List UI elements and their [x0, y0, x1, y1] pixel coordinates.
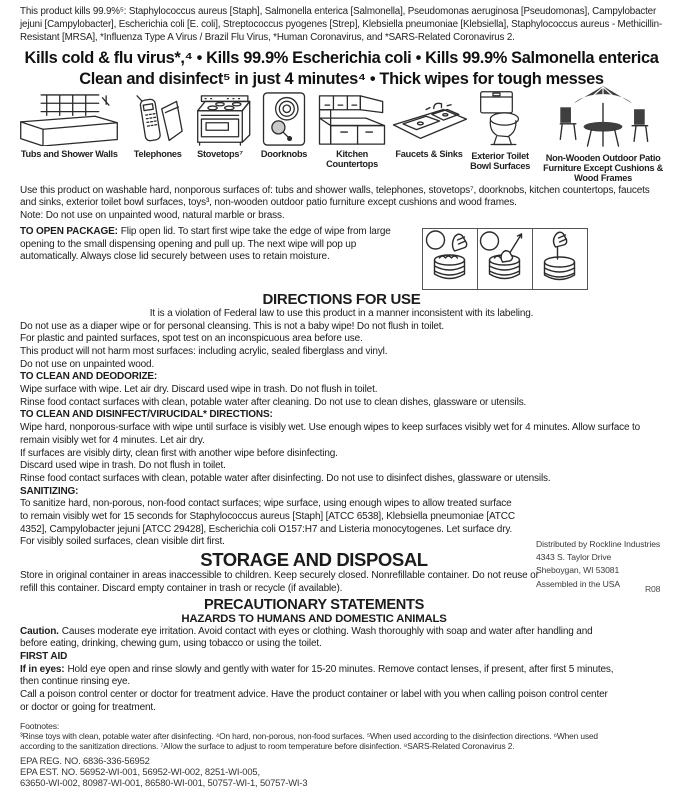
open-package-lead: TO OPEN PACKAGE:: [20, 225, 118, 237]
surface-patio-furniture: [531, 92, 675, 183]
first-aid-heading: FIRST AID: [20, 651, 68, 662]
footnotes-label: Footnotes:: [20, 720, 60, 731]
surface-tubs: [10, 92, 129, 159]
hazards-subheading: HAZARDS TO HUMANS AND DOMESTIC ANIMALS: [181, 613, 447, 626]
storage-section: [20, 550, 608, 625]
surface-faucets-sinks: [389, 92, 469, 159]
storage-heading: STORAGE AND DISPOSAL: [200, 549, 428, 571]
disinfect-line: Rinse food contact surfaces with clean, potable water after disinfecting. Do not use to disinfect dishes, glassware or utensils.: [20, 472, 551, 484]
wipe-canister-step-3-icon: [533, 229, 587, 289]
disinfect-line: Discard used wipe in trash. Do not flush in toilet.: [20, 460, 226, 472]
deodorize-line: Rinse food contact surfaces with clean, potable water after cleaning. Do not use to clean dishes, glassware or utensils.: [20, 396, 527, 408]
epa-reg-number: EPA REG. NO. 6836-336-56952: [20, 754, 150, 766]
distributor-line: Sheboygan, WI 53081: [536, 565, 620, 576]
precautionary-heading: PRECAUTIONARY STATEMENTS: [203, 596, 425, 613]
sanitizing-heading: SANITIZING:: [20, 485, 79, 497]
surface-stovetops: [187, 92, 253, 159]
kitchen-countertop-icon: [316, 92, 388, 146]
doorknob-icon: [262, 92, 306, 146]
caution-lead: Caution.: [20, 625, 59, 637]
disinfect-line: If surfaces are visibly dirty, clean first with another wipe before disinfecting.: [20, 447, 338, 459]
open-package-body: Flip open lid. To start first wipe take the edge of wipe from large opening to the small dispensing opening and pull up. The next wipe will pop up automatically. Always close lid securely between uses to retain moisture.: [20, 225, 391, 263]
approved-surfaces-row: [10, 92, 675, 183]
poison-control-paragraph: Call a poison control center or doctor for treatment advice. Have the product container or label with you when calling poison control center or doctor or going for treatment.: [20, 689, 608, 713]
bathtub-icon: [11, 92, 127, 146]
surface-caption: Faucets & Sinks: [395, 148, 463, 159]
use-on-surfaces-paragraph: [20, 185, 663, 223]
distributor-line: 4343 S. Taylor Drive: [536, 552, 612, 563]
surface-caption: Tubs and Shower Walls: [20, 148, 118, 159]
toilet-icon: [475, 92, 525, 148]
distributor-block: [536, 538, 660, 591]
wipe-dispensing-illustration: [422, 228, 588, 290]
directions-line: Do not use on unpainted wood.: [20, 358, 155, 370]
surface-caption: Telephones: [133, 148, 182, 159]
eyes-lead: If in eyes:: [20, 663, 65, 675]
footnotes-text: ³Rinse toys with clean, potable water after disinfecting. ⁴On hard, non-porous, non-food surfaces. ⁵When used according to the disinfection directions. ⁶When used according to the sanitization directions. ⁷Allow the surface to adjust to room temperature before disinfection. ⁸SARS-Related Coronavirus 2.: [20, 730, 598, 751]
caution-body: Causes moderate eye irritation. Avoid contact with eyes or clothing. Wash thoroughly with soap and water after handling and before eating, drinking, chewing gum, using tobacco or using the toilet.: [20, 625, 593, 650]
use-on-surfaces-text: Use this product on washable hard, nonporous surfaces of: tubs and shower walls, telephones, stovetops⁷, doorknobs, kitchen countertops, faucets and sinks, exterior toilet bowl surfaces, toys³, non-wooden outdoor patio furniture except cushions and wood frames.: [20, 184, 650, 209]
eyes-paragraph: [20, 664, 615, 689]
wipe-canister-step-2-icon: [478, 229, 533, 289]
footnotes-block: [20, 721, 620, 751]
epa-est-number-line-2: 63650-WI-002, 80987-WI-001, 86580-WI-001, 50757-WI-1, 50757-WI-3: [20, 776, 308, 788]
directions-line: For plastic and painted surfaces, spot test on an inconspicuous area before use.: [20, 333, 363, 345]
distributor-line: Assembled in the USA: [536, 578, 620, 589]
directions-line: This product will not harm most surfaces: including acrylic, sealed fiberglass and vinyl.: [20, 345, 388, 357]
revision-code: R08: [645, 584, 661, 594]
stove-icon: [187, 92, 253, 146]
storage-paragraph: Store in original container in areas inaccessible to children. Keep securely closed. Nonrefillable container. Do not reuse or refill this container. Discard empty container in trash or recycle (if available).: [20, 570, 539, 594]
surface-telephones: [129, 92, 187, 159]
open-package-section: [20, 226, 663, 290]
use-note: Note: Do not use on unpainted wood, natural marble or brass.: [20, 210, 285, 222]
deodorize-line: Wipe surface with wipe. Let air dry. Discard used wipe in trash. Do not flush in toilet.: [20, 384, 378, 396]
surface-kitchen-countertops: [315, 92, 389, 169]
federal-law-line: It is a violation of Federal law to use this product in a manner inconsistent with its labeling.: [149, 307, 534, 319]
epa-est-number-line-1: EPA EST. NO. 56952-WI-001, 56952-WI-002, 8251-WI-005,: [20, 765, 260, 777]
eyes-body: Hold eye open and rinse slowly and gently with water for 15-20 minutes. Remove contact lenses, if present, after first 5 minutes, then continue rinsing eye.: [20, 663, 614, 688]
sanitizing-paragraph: To sanitize hard, non-porous, non-food contact surfaces; wipe surface, using enough wipes to allow treated surface to remain visibly wet for 15 seconds for Staphylococcus aureus [Staph] [ATCC 6538], Klebsiella pneumoniae [ATCC 4352], Campylobacter jejuni [ATCC 29428], Escherichia coli O157:H7 and Listeria monocytogenes. Let surface dry. For visibly soiled surfaces, clean visible dirt first.: [20, 498, 515, 548]
disinfect-heading: TO CLEAN AND DISINFECT/VIRUCIDAL* DIRECTIONS:: [20, 409, 273, 421]
wipe-canister-step-1-icon: [423, 229, 478, 289]
distributor-line: Distributed by Rockline Industries: [536, 539, 661, 549]
patio-furniture-icon: [548, 92, 658, 150]
surface-caption: Doorknobs: [260, 148, 308, 159]
surface-toilet-bowl: [469, 92, 531, 171]
epa-registration-block: [20, 755, 663, 788]
headline-line-1: Kills cold & flu virus*,⁴ • Kills 99.9% Escherichia coli • Kills 99.9% Salmonella enterica: [24, 48, 659, 67]
directions-line: Do not use as a diaper wipe or for personal cleansing. This is not a baby wipe! Do not flush in toilet.: [20, 320, 445, 332]
caution-paragraph: [20, 626, 615, 651]
surface-caption: Exterior Toilet Bowl Surfaces: [470, 150, 531, 171]
headline-line-2: Clean and disinfect⁵ in just 4 minutes⁴ • Thick wipes for tough messes: [79, 69, 604, 88]
disinfect-line: Wipe hard, nonporous-surface with wipe until surface is visibly wet. Use enough wipes to keep surfaces visibly wet for 4 minutes. Allow surface to remain visibly wet for 4 minutes. Let air dry.: [20, 422, 641, 446]
faucet-sink-icon: [389, 92, 469, 146]
surface-caption: Kitchen Countertops: [326, 148, 378, 169]
deodorize-heading: TO CLEAN AND DEODORIZE:: [20, 371, 158, 383]
surface-caption: Stovetops⁷: [197, 148, 243, 159]
surface-doorknobs: [253, 92, 315, 159]
open-package-paragraph: [20, 226, 408, 290]
kills-organisms-intro: This product kills 99.9%⁵: Staphylococcus aureus [Staph], Salmonella enterica [Salmonella], Pseudomonas aeruginosa [Pseudomonas], Campylobacter jejuni [Campylobacter], Escherichia coli [E. coli], Streptococcus pyogenes [Strep], Klebsiella pneumoniae [Klebsiella], Staphylococcus aureus - Methicillin-Resistant [MRSA], *Influenza Type A Virus / Brazil Flu Virus, *Human Coronavirus, and *SARS-Related Coronavirus 2.: [20, 6, 663, 43]
surface-caption: Non-Wooden Outdoor Patio Furniture Except Cushions & Wood Frames: [543, 152, 664, 183]
telephone-icon: [131, 92, 185, 146]
directions-heading: DIRECTIONS FOR USE: [262, 290, 421, 308]
